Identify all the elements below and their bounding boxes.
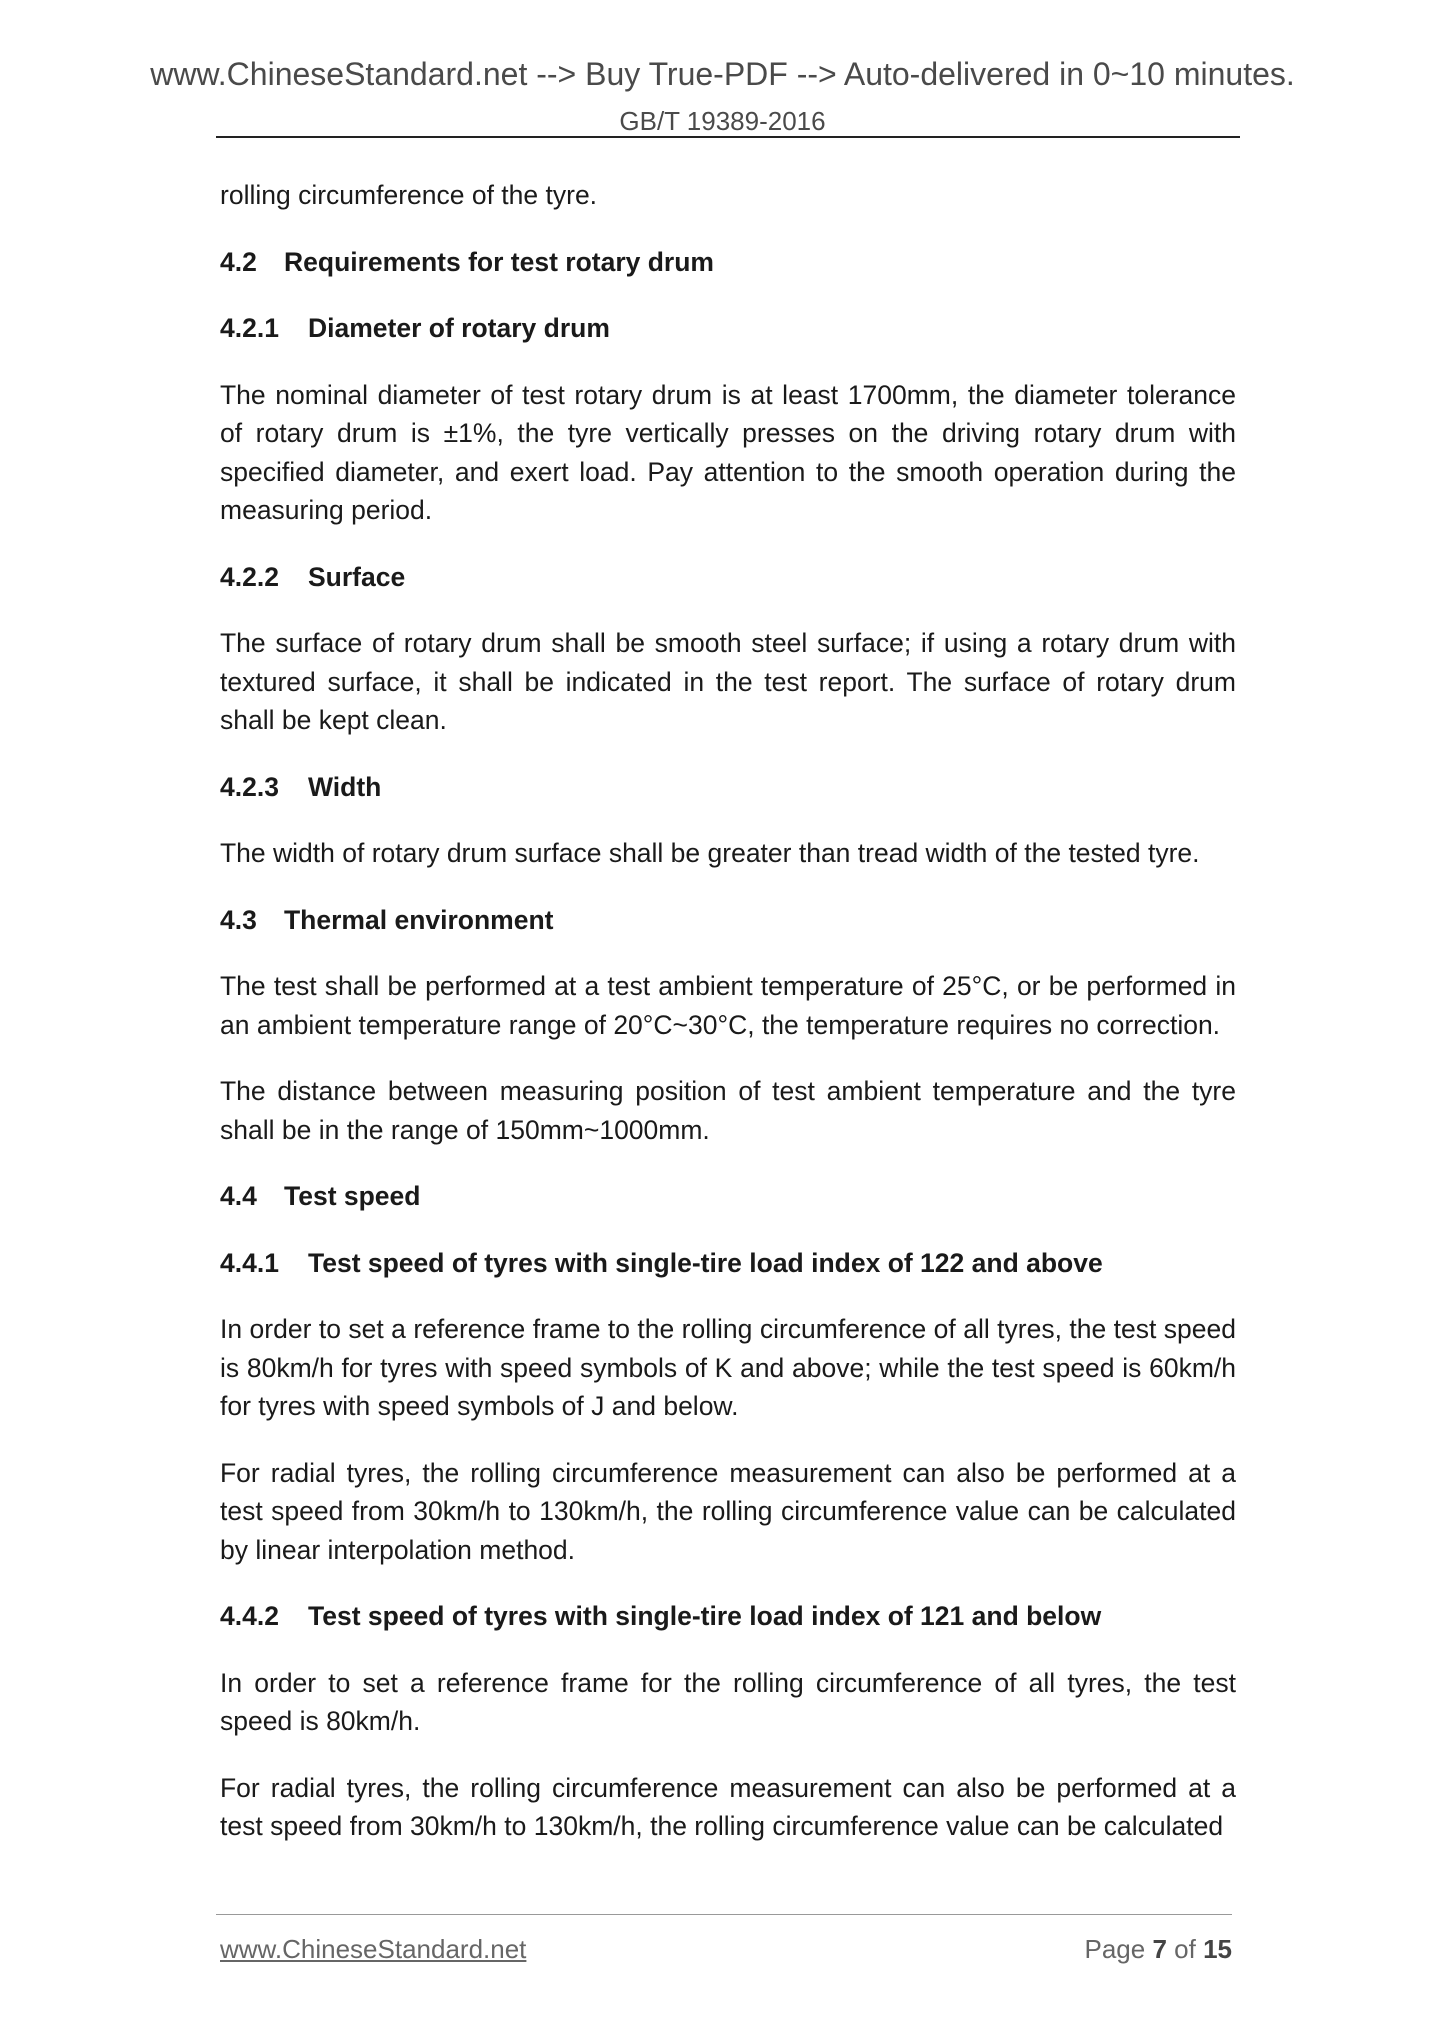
footer-site-link[interactable]: www.ChineseStandard.net [220,1934,527,1964]
heading-title: Requirements for test rotary drum [284,246,714,277]
heading-title: Surface [308,561,406,592]
paragraph-ambient-temperature: The test shall be performed at a test ambient temperature of 25°C, or be performed in an ambient temperature range of 20°C~30°C, the temperature requires no correction. [220,971,1236,1040]
page-total: 15 [1203,1934,1232,1964]
paragraph-width: The width of rotary drum surface shall be greater than tread width of the tested tyre. [220,838,1200,868]
heading-title: Diameter of rotary drum [308,313,610,343]
paragraph-measuring-distance: The distance between measuring position of test ambient temperature and the tyre shall be in the range of 150mm~1000mm. [220,1076,1236,1145]
paragraph-radial-121: For radial tyres, the rolling circumference measurement can also be performed at a test speed from 30km/h to 130km/h, the rolling circumference value can be calculated [220,1772,1236,1841]
heading-title: Test speed of tyres with single-tire load index of 122 and above [308,1247,1103,1278]
heading-4-4 [220,1177,1236,1216]
footer-divider [216,1914,1232,1915]
heading-title: Width [308,771,382,802]
document-body [220,176,1236,1874]
heading-number: 4.4.1 [220,1247,279,1278]
heading-title: Test speed of tyres with single-tire load index of 121 and below [308,1601,1102,1631]
site-banner: www.ChineseStandard.net --> Buy True-PDF --> Auto-delivered in 0~10 minutes. [150,56,1295,92]
page-label: Page [1084,1934,1146,1964]
heading-number: 4.2.1 [220,313,279,343]
heading-number: 4.2.2 [220,561,279,592]
heading-4-2-2 [220,558,1236,597]
heading-title: Test speed [284,1181,421,1211]
heading-4-4-1 [220,1244,1236,1283]
standard-code: GB/T 19389-2016 [619,106,826,136]
heading-4-2-3 [220,768,1236,807]
paragraph-surface: The surface of rotary drum shall be smooth steel surface; if using a rotary drum with textured surface, it shall be indicated in the test report. The surface of rotary drum shall be kept clean. [220,628,1236,735]
paragraph-speed-122: In order to set a reference frame to the rolling circumference of all tyres, the test speed is 80km/h for tyres with speed symbols of K and above; while the test speed is 60km/h for tyres with speed symbols of J and below. [220,1314,1236,1421]
heading-number: 4.4.2 [220,1601,279,1631]
heading-4-3 [220,901,1236,940]
page-of: of [1174,1934,1196,1964]
heading-4-2-1 [220,309,1236,348]
paragraph-radial-122: For radial tyres, the rolling circumference measurement can also be performed at a test speed from 30km/h to 130km/h, the rolling circumference value can be calculated by linear interpolation method. [220,1457,1236,1565]
heading-4-4-2 [220,1597,1236,1636]
heading-number: 4.4 [220,1181,257,1211]
paragraph-speed-121: In order to set a reference frame for the rolling circumference of all tyres, the test speed is 80km/h. [220,1667,1236,1736]
page-current: 7 [1152,1934,1167,1964]
heading-number: 4.2 [220,246,257,277]
paragraph-continuation: rolling circumference of the tyre. [220,180,598,210]
paragraph-diameter: The nominal diameter of test rotary drum is at least 1700mm, the diameter tolerance of rotary drum is ±1%, the tyre vertically presses on the driving rotary drum with specified diameter, and exert load. Pay attention to the smooth operation during the measuring period. [220,379,1236,525]
header-divider [216,136,1240,138]
heading-number: 4.2.3 [220,771,279,802]
heading-4-2 [220,243,1236,282]
page-number [1084,1934,1232,1965]
heading-title: Thermal environment [284,904,554,935]
heading-number: 4.3 [220,904,257,935]
